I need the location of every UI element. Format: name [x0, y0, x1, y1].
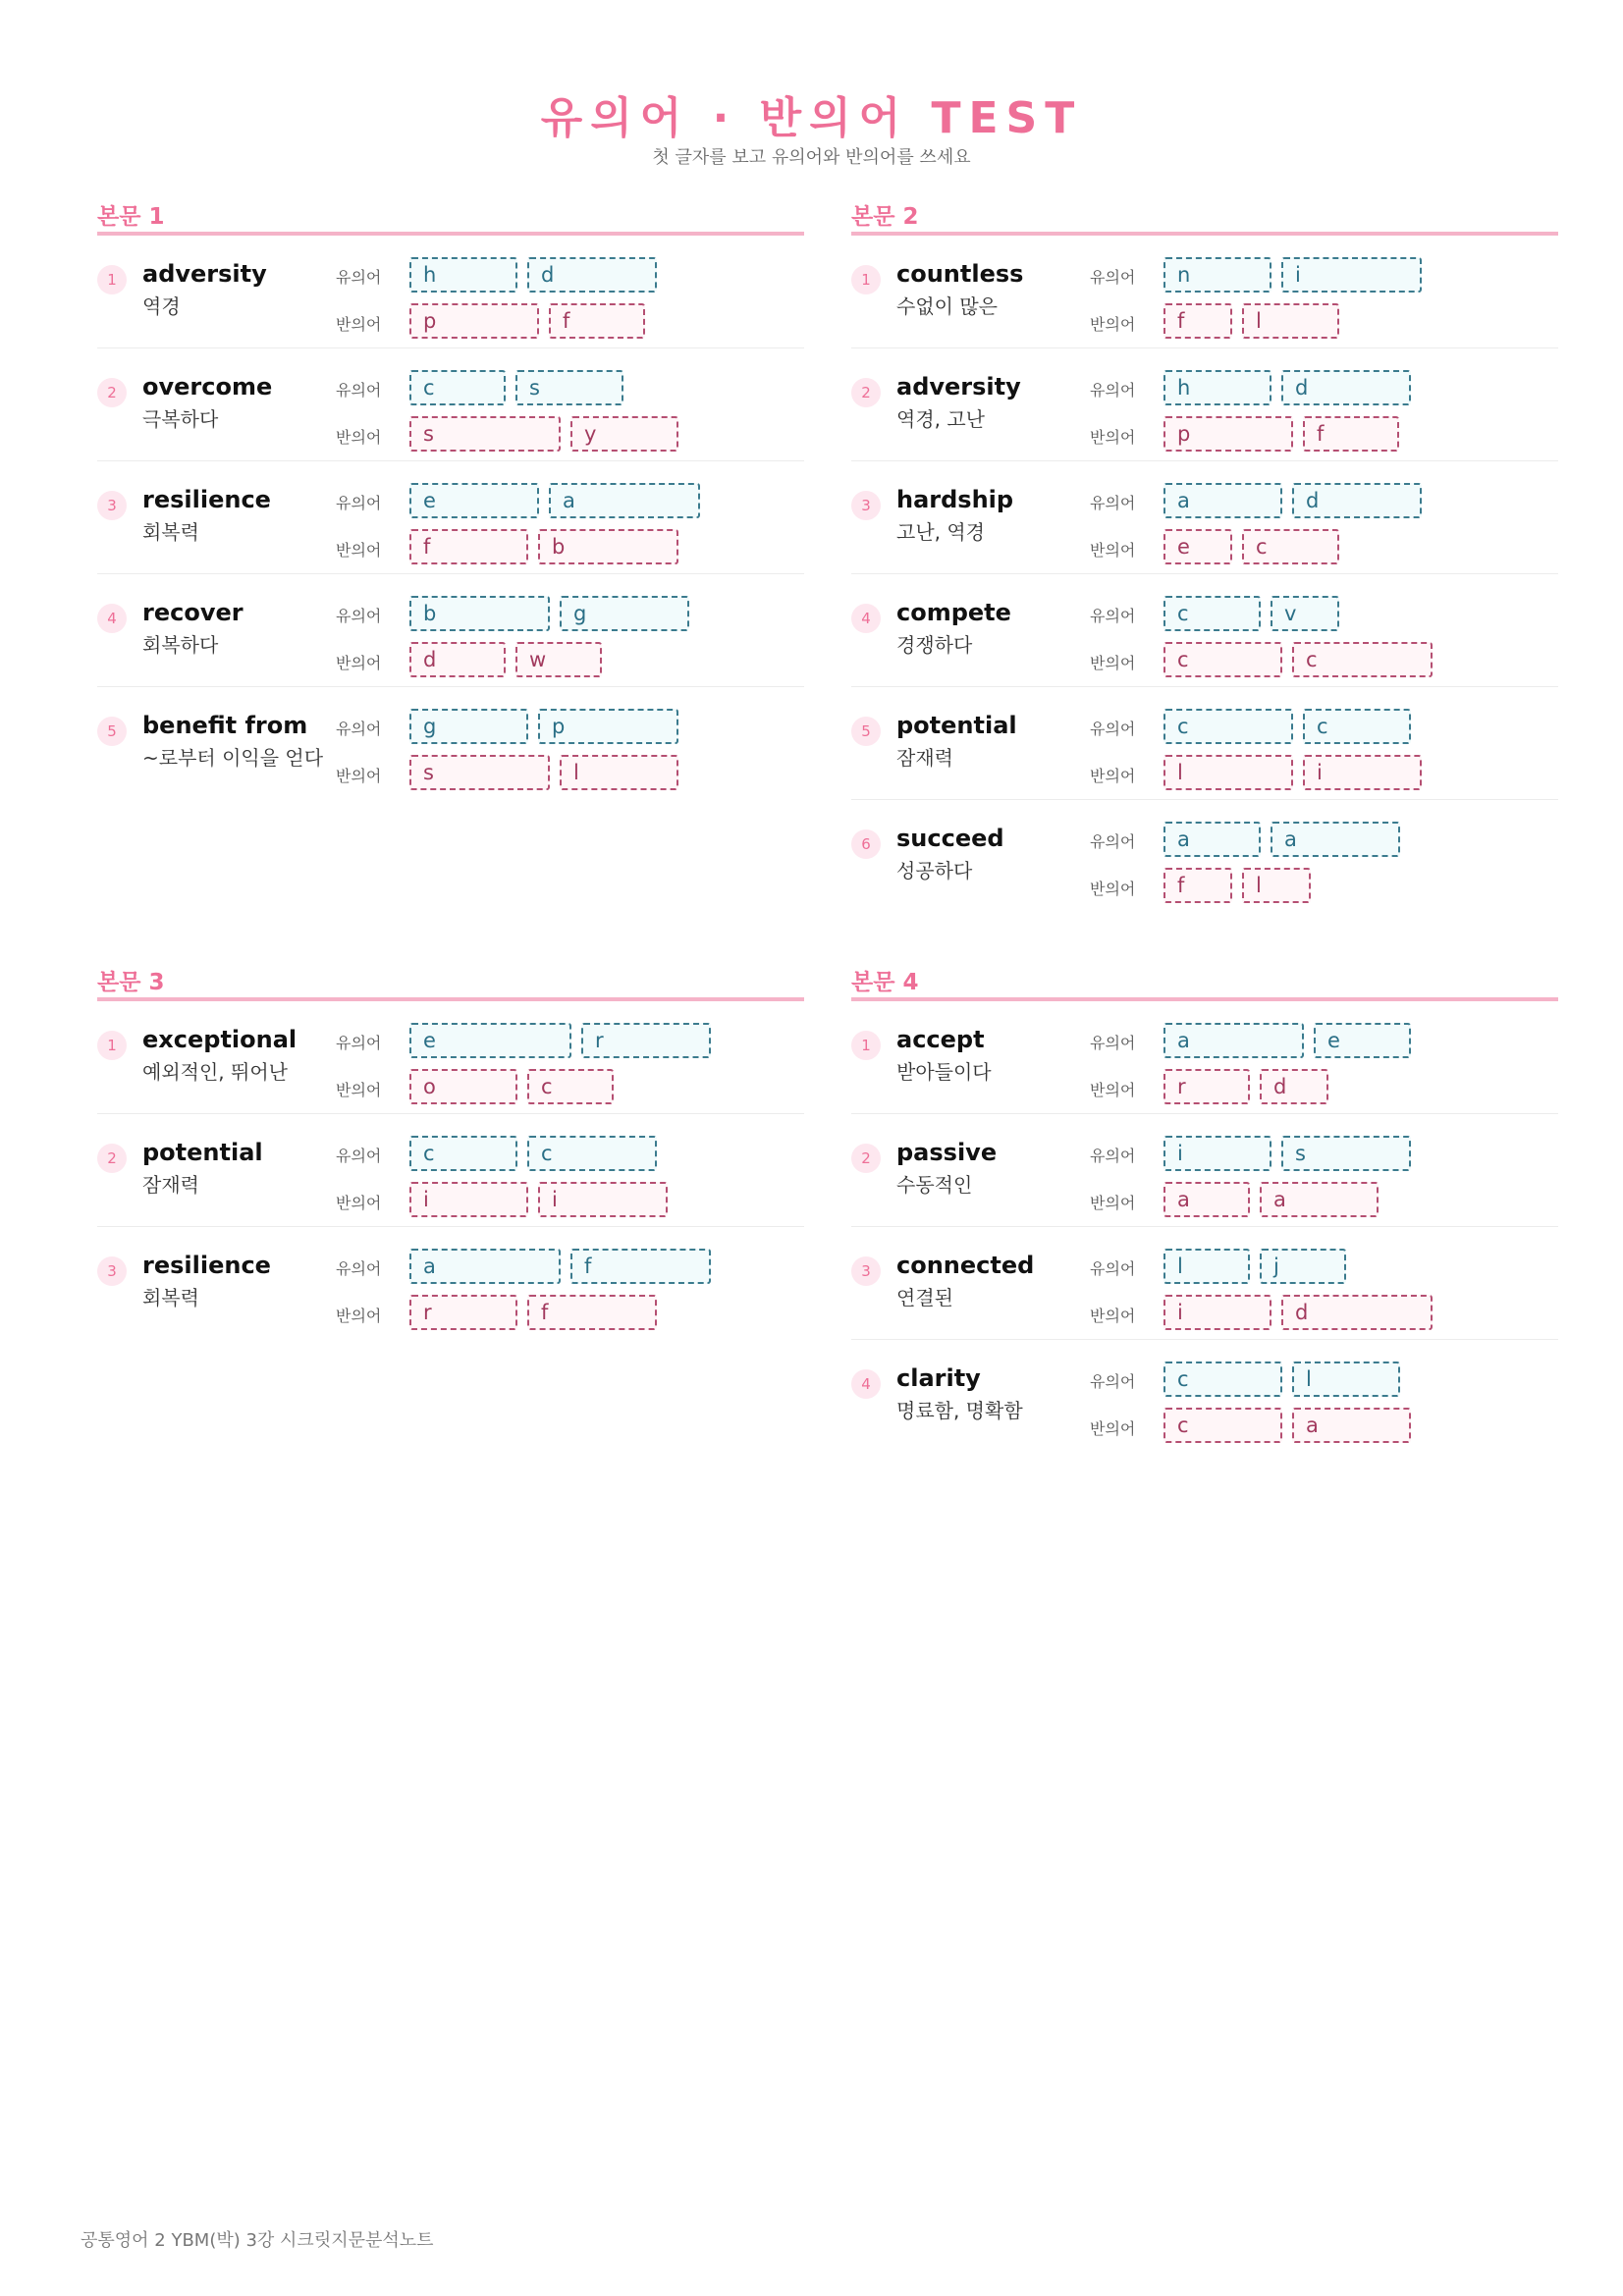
antonym-label: 반의어: [1090, 1419, 1136, 1438]
synonym-label: 유의어: [1090, 720, 1136, 738]
synonym-label: 유의어: [336, 494, 382, 512]
entry-number: 3: [97, 1256, 127, 1286]
antonym-answer-box[interactable]: i: [538, 1182, 668, 1217]
vocab-meaning: 성공하다: [896, 859, 973, 882]
synonym-answer-box[interactable]: l: [1163, 1249, 1250, 1284]
synonym-boxes: [1163, 1023, 1411, 1058]
synonym-boxes: [1163, 483, 1422, 518]
antonym-answer-box[interactable]: l: [1242, 868, 1311, 903]
antonym-answer-box[interactable]: c: [527, 1069, 614, 1104]
synonym-boxes: [1163, 822, 1400, 857]
entry-list: [97, 1001, 804, 1339]
synonym-answer-box[interactable]: e: [409, 483, 539, 518]
synonym-answer-box[interactable]: c: [409, 1136, 517, 1171]
vocab-entry: [851, 1114, 1558, 1227]
section: [97, 196, 804, 799]
synonym-answer-box[interactable]: i: [1163, 1136, 1271, 1171]
antonym-boxes: [1163, 303, 1339, 339]
vocab-entry: [851, 687, 1558, 800]
entry-number: 2: [97, 1144, 127, 1173]
antonym-answer-box[interactable]: f: [1303, 416, 1399, 452]
antonym-label: 반의어: [1090, 1307, 1136, 1325]
antonym-label: 반의어: [1090, 428, 1136, 447]
vocab-meaning: 극복하다: [142, 407, 219, 431]
antonym-boxes: [1163, 755, 1422, 790]
synonym-boxes: [409, 1023, 711, 1058]
vocab-entry: [851, 800, 1558, 912]
synonym-answer-box[interactable]: f: [570, 1249, 711, 1284]
synonym-label: 유의어: [336, 1147, 382, 1165]
vocab-entry: [851, 1001, 1558, 1114]
antonym-boxes: [1163, 1182, 1379, 1217]
synonym-answer-box[interactable]: g: [560, 596, 689, 631]
synonym-label: 유의어: [336, 381, 382, 400]
vocab-meaning: 수동적인: [896, 1173, 973, 1197]
synonym-boxes: [1163, 257, 1422, 293]
entry-number: 3: [851, 491, 881, 520]
entry-number: 1: [851, 265, 881, 294]
vocab-meaning: 명료함, 명확함: [896, 1399, 1023, 1422]
antonym-answer-box[interactable]: e: [1163, 529, 1232, 564]
vocab-meaning: 잠재력: [896, 746, 953, 770]
vocab-meaning: 회복력: [142, 520, 199, 544]
antonym-answer-box[interactable]: d: [409, 642, 506, 677]
synonym-answer-box[interactable]: c: [409, 370, 506, 405]
synonym-boxes: [1163, 596, 1339, 631]
vocab-entry: [851, 461, 1558, 574]
synonym-answer-box[interactable]: v: [1271, 596, 1339, 631]
vocab-word: succeed: [896, 825, 1004, 852]
antonym-label: 반의어: [336, 428, 382, 447]
synonym-answer-box[interactable]: h: [1163, 370, 1271, 405]
synonym-label: 유의어: [1090, 381, 1136, 400]
vocab-word: recover: [142, 599, 243, 626]
vocab-meaning: 잠재력: [142, 1173, 199, 1197]
antonym-label: 반의어: [1090, 767, 1136, 785]
vocab-meaning: 역경: [142, 294, 181, 318]
entry-number: 4: [851, 1369, 881, 1399]
antonym-answer-box[interactable]: y: [570, 416, 678, 452]
vocab-entry: [97, 348, 804, 461]
antonym-answer-box[interactable]: s: [409, 755, 550, 790]
antonym-boxes: [1163, 529, 1339, 564]
synonym-label: 유의어: [336, 720, 382, 738]
antonym-label: 반의어: [1090, 541, 1136, 560]
vocab-entry: [97, 461, 804, 574]
vocab-meaning: 경쟁하다: [896, 633, 973, 657]
antonym-answer-box[interactable]: d: [1260, 1069, 1328, 1104]
synonym-boxes: [1163, 1136, 1411, 1171]
synonym-answer-box[interactable]: c: [1163, 596, 1261, 631]
antonym-boxes: [1163, 868, 1311, 903]
antonym-boxes: [409, 1069, 614, 1104]
antonym-label: 반의어: [336, 1194, 382, 1212]
antonym-answer-box[interactable]: c: [1163, 1408, 1282, 1443]
vocab-entry: [97, 1001, 804, 1114]
entry-number: 5: [97, 717, 127, 746]
vocab-meaning: 회복력: [142, 1286, 199, 1309]
page-subtitle: 첫 글자를 보고 유의어와 반의어를 쓰세요: [652, 147, 971, 168]
antonym-answer-box[interactable]: a: [1292, 1408, 1411, 1443]
antonym-answer-box[interactable]: f: [549, 303, 645, 339]
antonym-label: 반의어: [336, 1307, 382, 1325]
antonym-label: 반의어: [336, 654, 382, 672]
antonym-answer-box[interactable]: c: [1163, 642, 1282, 677]
footer: 공통영어 2 YBM(박) 3강 시크릿지문분석노트: [81, 2230, 434, 2251]
vocab-word: countless: [896, 260, 1024, 288]
antonym-answer-box[interactable]: f: [409, 529, 528, 564]
vocab-meaning: ~로부터 이익을 얻다: [142, 746, 324, 770]
vocab-word: adversity: [896, 373, 1021, 400]
antonym-label: 반의어: [1090, 1081, 1136, 1099]
synonym-label: 유의어: [1090, 1034, 1136, 1052]
antonym-answer-box[interactable]: o: [409, 1069, 517, 1104]
vocab-entry: [851, 574, 1558, 687]
entry-list: [851, 1001, 1558, 1452]
synonym-label: 유의어: [1090, 268, 1136, 287]
vocab-word: hardship: [896, 486, 1014, 513]
vocab-entry: [97, 236, 804, 348]
antonym-boxes: [409, 416, 678, 452]
vocab-meaning: 회복하다: [142, 633, 219, 657]
page-title: 유의어 · 반의어 TEST: [540, 93, 1083, 143]
antonym-answer-box[interactable]: a: [1163, 1182, 1250, 1217]
vocab-word: potential: [896, 712, 1017, 739]
vocab-entry: [97, 1114, 804, 1227]
antonym-boxes: [1163, 642, 1433, 677]
antonym-boxes: [1163, 1408, 1411, 1443]
synonym-label: 유의어: [336, 268, 382, 287]
synonym-answer-box[interactable]: a: [1163, 483, 1282, 518]
synonym-answer-box[interactable]: a: [1163, 822, 1261, 857]
antonym-label: 반의어: [336, 315, 382, 334]
antonym-label: 반의어: [336, 1081, 382, 1099]
antonym-boxes: [409, 755, 678, 790]
section-heading: 본문 1: [97, 196, 804, 236]
synonym-answer-box[interactable]: e: [409, 1023, 571, 1058]
entry-number: 4: [97, 604, 127, 633]
antonym-label: 반의어: [336, 767, 382, 785]
synonym-label: 유의어: [336, 607, 382, 625]
synonym-answer-box[interactable]: h: [409, 257, 517, 293]
synonym-answer-box[interactable]: c: [1303, 709, 1411, 744]
synonym-answer-box[interactable]: d: [1281, 370, 1411, 405]
entry-number: 3: [97, 491, 127, 520]
vocab-word: compete: [896, 599, 1011, 626]
vocab-word: resilience: [142, 1252, 271, 1279]
section-heading: 본문 3: [97, 962, 804, 1001]
synonym-answer-box[interactable]: j: [1260, 1249, 1346, 1284]
vocab-entry: [851, 236, 1558, 348]
synonym-answer-box[interactable]: a: [1163, 1023, 1304, 1058]
antonym-answer-box[interactable]: a: [1260, 1182, 1379, 1217]
synonym-answer-box[interactable]: g: [409, 709, 528, 744]
synonym-answer-box[interactable]: c: [1163, 709, 1293, 744]
antonym-boxes: [409, 303, 645, 339]
synonym-answer-box[interactable]: c: [527, 1136, 657, 1171]
section: [97, 962, 804, 1339]
entry-number: 6: [851, 829, 881, 859]
vocab-entry: [97, 687, 804, 799]
entry-number: 1: [851, 1031, 881, 1060]
antonym-label: 반의어: [1090, 880, 1136, 898]
vocab-word: overcome: [142, 373, 273, 400]
synonym-boxes: [1163, 709, 1411, 744]
synonym-label: 유의어: [1090, 1259, 1136, 1278]
entry-number: 1: [97, 1031, 127, 1060]
synonym-answer-box[interactable]: d: [527, 257, 657, 293]
antonym-answer-box[interactable]: r: [409, 1295, 517, 1330]
entry-number: 2: [97, 378, 127, 407]
antonym-boxes: [1163, 1069, 1328, 1104]
antonym-boxes: [409, 1182, 668, 1217]
synonym-answer-box[interactable]: c: [1163, 1362, 1282, 1397]
vocab-word: exceptional: [142, 1026, 298, 1053]
synonym-label: 유의어: [1090, 607, 1136, 625]
entry-number: 3: [851, 1256, 881, 1286]
vocab-entry: [851, 1340, 1558, 1452]
synonym-boxes: [409, 596, 689, 631]
vocab-entry: [851, 1227, 1558, 1340]
antonym-answer-box[interactable]: p: [409, 303, 539, 339]
synonym-boxes: [409, 483, 700, 518]
antonym-answer-box[interactable]: d: [1281, 1295, 1433, 1330]
antonym-boxes: [409, 529, 678, 564]
synonym-boxes: [1163, 1362, 1400, 1397]
synonym-answer-box[interactable]: s: [515, 370, 623, 405]
antonym-answer-box[interactable]: b: [538, 529, 678, 564]
antonym-label: 반의어: [1090, 315, 1136, 334]
synonym-answer-box[interactable]: l: [1292, 1362, 1400, 1397]
synonym-answer-box[interactable]: i: [1281, 257, 1422, 293]
antonym-answer-box[interactable]: i: [409, 1182, 528, 1217]
antonym-answer-box[interactable]: f: [1163, 303, 1232, 339]
vocab-word: benefit from: [142, 712, 308, 739]
entry-number: 4: [851, 604, 881, 633]
synonym-label: 유의어: [336, 1034, 382, 1052]
vocab-entry: [851, 348, 1558, 461]
synonym-answer-box[interactable]: a: [1271, 822, 1400, 857]
antonym-boxes: [409, 642, 602, 677]
vocab-entry: [97, 574, 804, 687]
antonym-label: 반의어: [1090, 1194, 1136, 1212]
synonym-answer-box[interactable]: a: [549, 483, 700, 518]
antonym-boxes: [1163, 1295, 1433, 1330]
section: [851, 196, 1558, 912]
synonym-answer-box[interactable]: a: [409, 1249, 561, 1284]
vocab-meaning: 고난, 역경: [896, 520, 985, 544]
antonym-answer-box[interactable]: p: [1163, 416, 1293, 452]
antonym-label: 반의어: [1090, 654, 1136, 672]
antonym-boxes: [409, 1295, 657, 1330]
synonym-answer-box[interactable]: r: [581, 1023, 711, 1058]
vocab-entry: [97, 1227, 804, 1339]
synonym-boxes: [409, 1136, 657, 1171]
entry-number: 2: [851, 1144, 881, 1173]
section-heading: 본문 4: [851, 962, 1558, 1001]
vocab-word: clarity: [896, 1364, 981, 1392]
vocab-meaning: 역경, 고난: [896, 407, 985, 431]
synonym-boxes: [1163, 370, 1411, 405]
vocab-meaning: 예외적인, 뛰어난: [142, 1060, 288, 1084]
synonym-label: 유의어: [1090, 1147, 1136, 1165]
vocab-meaning: 받아들이다: [896, 1060, 992, 1084]
entry-number: 2: [851, 378, 881, 407]
synonym-boxes: [409, 257, 657, 293]
vocab-word: passive: [896, 1139, 998, 1166]
synonym-answer-box[interactable]: n: [1163, 257, 1271, 293]
vocab-meaning: 수없이 많은: [896, 294, 998, 318]
vocab-word: resilience: [142, 486, 271, 513]
entry-list: [97, 236, 804, 799]
synonym-answer-box[interactable]: b: [409, 596, 550, 631]
antonym-answer-box[interactable]: i: [1163, 1295, 1271, 1330]
section-heading: 본문 2: [851, 196, 1558, 236]
entry-number: 1: [97, 265, 127, 294]
synonym-boxes: [409, 370, 623, 405]
vocab-word: potential: [142, 1139, 263, 1166]
synonym-answer-box[interactable]: d: [1292, 483, 1422, 518]
vocab-word: adversity: [142, 260, 267, 288]
synonym-boxes: [1163, 1249, 1346, 1284]
entry-list: [851, 236, 1558, 912]
synonym-boxes: [409, 1249, 711, 1284]
antonym-answer-box[interactable]: r: [1163, 1069, 1250, 1104]
antonym-answer-box[interactable]: c: [1292, 642, 1433, 677]
synonym-boxes: [409, 709, 678, 744]
antonym-label: 반의어: [336, 541, 382, 560]
antonym-answer-box[interactable]: w: [515, 642, 602, 677]
antonym-answer-box[interactable]: f: [1163, 868, 1232, 903]
antonym-answer-box[interactable]: l: [1163, 755, 1293, 790]
antonym-answer-box[interactable]: c: [1242, 529, 1339, 564]
vocab-meaning: 연결된: [896, 1286, 953, 1309]
antonym-answer-box[interactable]: l: [560, 755, 678, 790]
antonym-answer-box[interactable]: f: [527, 1295, 657, 1330]
entry-number: 5: [851, 717, 881, 746]
synonym-label: 유의어: [336, 1259, 382, 1278]
synonym-answer-box[interactable]: p: [538, 709, 678, 744]
section: [851, 962, 1558, 1452]
synonym-label: 유의어: [1090, 494, 1136, 512]
antonym-answer-box[interactable]: s: [409, 416, 561, 452]
vocab-word: accept: [896, 1026, 985, 1053]
synonym-label: 유의어: [1090, 832, 1136, 851]
synonym-answer-box[interactable]: s: [1281, 1136, 1411, 1171]
synonym-answer-box[interactable]: e: [1314, 1023, 1411, 1058]
antonym-answer-box[interactable]: l: [1242, 303, 1339, 339]
vocab-word: connected: [896, 1252, 1035, 1279]
antonym-answer-box[interactable]: i: [1303, 755, 1422, 790]
antonym-boxes: [1163, 416, 1399, 452]
synonym-label: 유의어: [1090, 1372, 1136, 1391]
